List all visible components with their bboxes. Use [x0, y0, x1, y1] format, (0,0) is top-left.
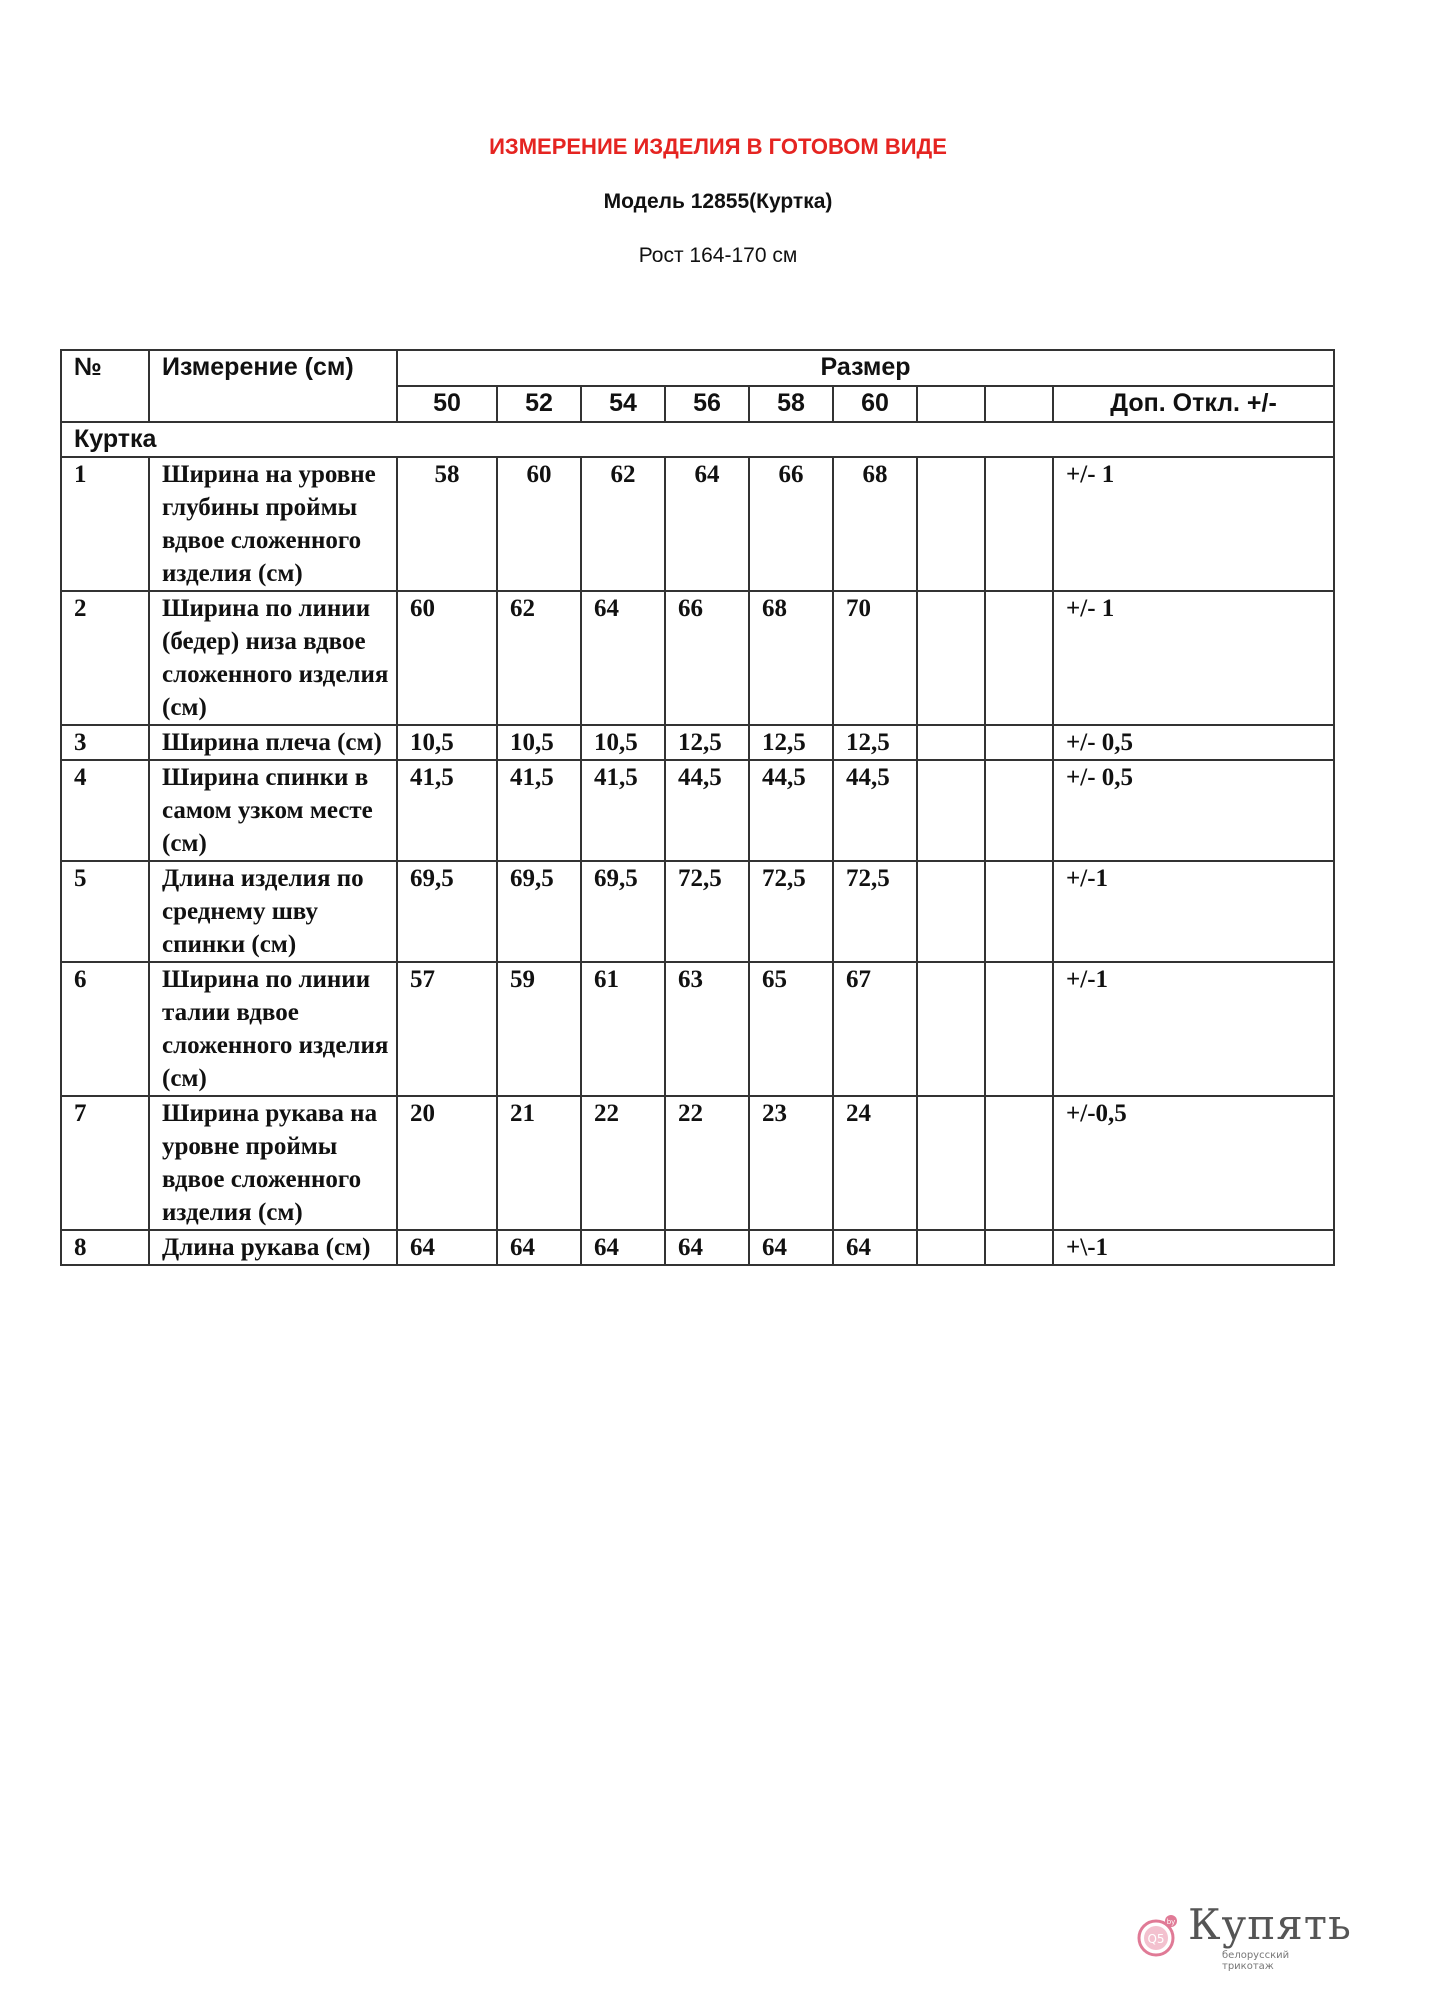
empty-cell	[985, 591, 1053, 725]
row-number: 2	[61, 591, 149, 725]
value-cell: 44,5	[665, 760, 749, 861]
section-label: Куртка	[61, 422, 1334, 457]
empty-cell	[985, 725, 1053, 760]
value-cell: 64	[581, 1230, 665, 1265]
header-size-group: Размер	[397, 350, 1334, 386]
value-cell: 10,5	[581, 725, 665, 760]
empty-cell	[917, 760, 985, 861]
measurement-name: Длина рукава (см)	[149, 1230, 397, 1265]
measurement-name: Ширина спинки в самом узком месте (см)	[149, 760, 397, 861]
value-cell: 41,5	[581, 760, 665, 861]
value-cell: 44,5	[749, 760, 833, 861]
height-range: Рост 164-170 см	[638, 244, 798, 267]
size-cell: 58	[749, 386, 833, 422]
table-row	[61, 725, 1334, 760]
value-cell: 21	[497, 1096, 581, 1230]
measurement-table	[60, 349, 1335, 1266]
value-cell: 64	[581, 591, 665, 725]
size-cell: 52	[497, 386, 581, 422]
measurement-name: Ширина по линии (бедер) низа вдвое сложенного изделия (см)	[149, 591, 397, 725]
row-number: 4	[61, 760, 149, 861]
logo-badge-text: Q5	[1147, 1932, 1165, 1946]
header-tolerance: Доп. Откл. +/-	[1053, 386, 1334, 422]
empty-cell	[917, 861, 985, 962]
value-cell: 22	[665, 1096, 749, 1230]
table-row	[61, 962, 1334, 1096]
table-row	[61, 760, 1334, 861]
value-cell: 63	[665, 962, 749, 1096]
empty-cell	[985, 962, 1053, 1096]
value-cell: 10,5	[497, 725, 581, 760]
value-cell: 41,5	[397, 760, 497, 861]
row-number: 5	[61, 861, 149, 962]
section-row	[61, 422, 1334, 457]
tolerance-cell: +\-1	[1053, 1230, 1334, 1265]
value-cell: 12,5	[665, 725, 749, 760]
table-row	[61, 1096, 1334, 1230]
value-cell: 41,5	[497, 760, 581, 861]
value-cell: 57	[397, 962, 497, 1096]
empty-cell	[917, 591, 985, 725]
size-cell: 56	[665, 386, 749, 422]
value-cell: 22	[581, 1096, 665, 1230]
value-cell: 65	[749, 962, 833, 1096]
row-number: 6	[61, 962, 149, 1096]
value-cell: 69,5	[497, 861, 581, 962]
value-cell: 64	[665, 1230, 749, 1265]
value-cell: 64	[665, 457, 749, 591]
size-cell: 60	[833, 386, 917, 422]
row-number: 8	[61, 1230, 149, 1265]
value-cell: 72,5	[749, 861, 833, 962]
table-row	[61, 591, 1334, 725]
value-cell: 66	[749, 457, 833, 591]
tolerance-cell: +/-0,5	[1053, 1096, 1334, 1230]
table-header-row	[61, 350, 1334, 386]
value-cell: 60	[397, 591, 497, 725]
value-cell: 61	[581, 962, 665, 1096]
measurement-name: Длина изделия по среднему шву спинки (см)	[149, 861, 397, 962]
brand-logo	[1130, 1898, 1352, 1972]
value-cell: 20	[397, 1096, 497, 1230]
measurement-name: Ширина плеча (см)	[149, 725, 397, 760]
value-cell: 12,5	[749, 725, 833, 760]
size-cell-empty	[985, 386, 1053, 422]
logo-badge-sup: by	[1166, 1918, 1176, 1926]
tolerance-cell: +/- 0,5	[1053, 760, 1334, 861]
tolerance-cell: +/- 1	[1053, 591, 1334, 725]
logo-brand-text: Купять	[1188, 1900, 1352, 1949]
empty-cell	[917, 1096, 985, 1230]
value-cell: 58	[397, 457, 497, 591]
value-cell: 69,5	[397, 861, 497, 962]
value-cell: 64	[497, 1230, 581, 1265]
value-cell: 64	[749, 1230, 833, 1265]
logo-tagline: белорусский трикотаж	[1222, 1950, 1290, 1972]
measurement-name: Ширина по линии талии вдвое сложенного изделия (см)	[149, 962, 397, 1096]
header-num: №	[61, 350, 149, 422]
header-measure: Измерение (см)	[149, 350, 397, 422]
value-cell: 64	[397, 1230, 497, 1265]
tolerance-cell: +/-1	[1053, 962, 1334, 1096]
row-number: 1	[61, 457, 149, 591]
empty-cell	[985, 861, 1053, 962]
tolerance-cell: +/- 1	[1053, 457, 1334, 591]
value-cell: 44,5	[833, 760, 917, 861]
table-row	[61, 1230, 1334, 1265]
row-number: 3	[61, 725, 149, 760]
model-name: Модель 12855(Куртка)	[603, 190, 833, 213]
value-cell: 60	[497, 457, 581, 591]
value-cell: 23	[749, 1096, 833, 1230]
logo-badge-icon	[1136, 1914, 1180, 1958]
document-title: ИЗМЕРЕНИЕ ИЗДЕЛИЯ В ГОТОВОМ ВИДЕ	[489, 134, 947, 159]
value-cell: 12,5	[833, 725, 917, 760]
value-cell: 72,5	[665, 861, 749, 962]
value-cell: 68	[749, 591, 833, 725]
value-cell: 70	[833, 591, 917, 725]
value-cell: 72,5	[833, 861, 917, 962]
tolerance-cell: +/-1	[1053, 861, 1334, 962]
empty-cell	[917, 962, 985, 1096]
value-cell: 59	[497, 962, 581, 1096]
measurement-name: Ширина рукава на уровне проймы вдвое сложенного изделия (см)	[149, 1096, 397, 1230]
empty-cell	[985, 760, 1053, 861]
row-number: 7	[61, 1096, 149, 1230]
empty-cell	[985, 457, 1053, 591]
value-cell: 62	[497, 591, 581, 725]
value-cell: 68	[833, 457, 917, 591]
table-row	[61, 457, 1334, 591]
value-cell: 24	[833, 1096, 917, 1230]
table-row	[61, 861, 1334, 962]
size-cell: 54	[581, 386, 665, 422]
value-cell: 62	[581, 457, 665, 591]
size-cell-empty	[917, 386, 985, 422]
value-cell: 67	[833, 962, 917, 1096]
empty-cell	[917, 1230, 985, 1265]
empty-cell	[985, 1096, 1053, 1230]
value-cell: 69,5	[581, 861, 665, 962]
value-cell: 66	[665, 591, 749, 725]
measurement-name: Ширина на уровне глубины проймы вдвое сложенного изделия (см)	[149, 457, 397, 591]
size-cell: 50	[397, 386, 497, 422]
empty-cell	[917, 457, 985, 591]
tolerance-cell: +/- 0,5	[1053, 725, 1334, 760]
empty-cell	[917, 725, 985, 760]
value-cell: 10,5	[397, 725, 497, 760]
empty-cell	[985, 1230, 1053, 1265]
value-cell: 64	[833, 1230, 917, 1265]
